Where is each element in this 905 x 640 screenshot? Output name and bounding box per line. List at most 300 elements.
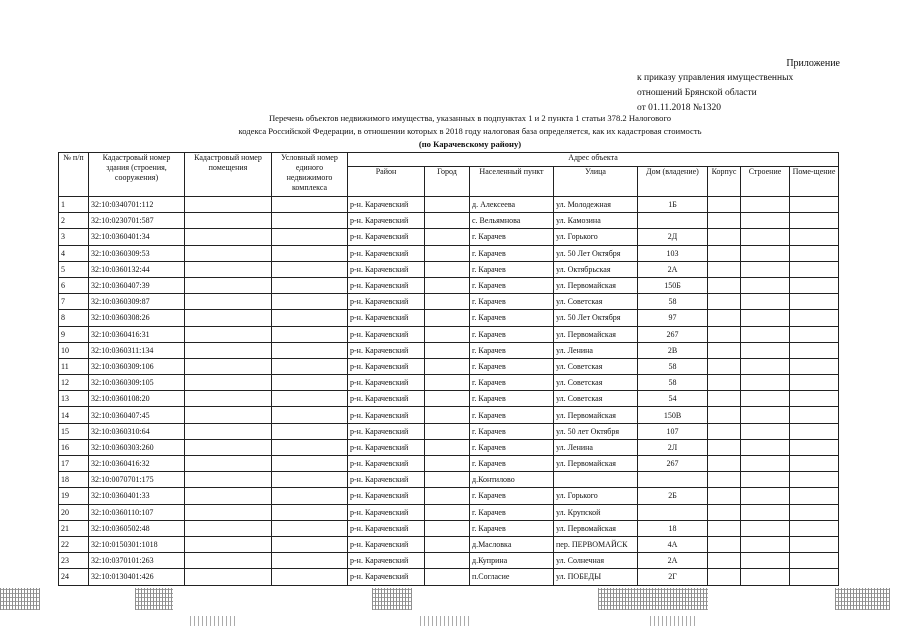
locality-cell: д.Куприна — [470, 553, 554, 569]
structure-cell — [741, 472, 790, 488]
scan-noise — [190, 616, 235, 626]
premises-cell — [790, 423, 839, 439]
table-row — [59, 504, 839, 520]
district-cell: р-н. Карачевский — [348, 197, 425, 213]
premises-cell — [790, 375, 839, 391]
city-cell — [425, 375, 470, 391]
structure-cell — [741, 456, 790, 472]
property-table — [58, 152, 839, 586]
structure-cell — [741, 375, 790, 391]
building-cell — [708, 229, 741, 245]
street-cell: ул. Первомайская — [554, 456, 638, 472]
house-cell: 2А — [638, 553, 708, 569]
house-cell: 97 — [638, 310, 708, 326]
complex-number-cell — [272, 229, 348, 245]
house-cell: 58 — [638, 375, 708, 391]
structure-cell — [741, 358, 790, 374]
premises-cell — [790, 342, 839, 358]
room-number-cell — [185, 423, 272, 439]
complex-number-cell — [272, 456, 348, 472]
district-cell: р-н. Карачевский — [348, 520, 425, 536]
house-cell — [638, 213, 708, 229]
street-cell: ул. Октябрьская — [554, 261, 638, 277]
district-cell: р-н. Карачевский — [348, 245, 425, 261]
cadastral-number-cell: 32:10:0360401:34 — [89, 229, 185, 245]
structure-cell — [741, 294, 790, 310]
city-cell — [425, 520, 470, 536]
house-cell: 103 — [638, 245, 708, 261]
row-number-cell: 5 — [59, 261, 89, 277]
row-number-cell: 24 — [59, 569, 89, 585]
house-cell: 58 — [638, 294, 708, 310]
row-number-cell: 20 — [59, 504, 89, 520]
structure-cell — [741, 310, 790, 326]
structure-cell — [741, 213, 790, 229]
cadastral-number-cell: 32:10:0360407:45 — [89, 407, 185, 423]
house-cell: 2Д — [638, 229, 708, 245]
room-number-cell — [185, 326, 272, 342]
row-number-cell: 13 — [59, 391, 89, 407]
table-row — [59, 456, 839, 472]
locality-cell: г. Карачев — [470, 358, 554, 374]
row-number-cell: 14 — [59, 407, 89, 423]
district-cell: р-н. Карачевский — [348, 439, 425, 455]
structure-cell — [741, 391, 790, 407]
district-cell: р-н. Карачевский — [348, 423, 425, 439]
building-cell — [708, 520, 741, 536]
locality-cell: г. Карачев — [470, 375, 554, 391]
structure-cell — [741, 229, 790, 245]
appendix-line-3: от 01.11.2018 №1320 — [637, 103, 721, 113]
building-cell — [708, 261, 741, 277]
header-cad-building: Кадастровый номер здания (строения, сооружения) — [89, 153, 185, 197]
city-cell — [425, 294, 470, 310]
district-cell: р-н. Карачевский — [348, 326, 425, 342]
building-cell — [708, 504, 741, 520]
building-cell — [708, 342, 741, 358]
building-cell — [708, 375, 741, 391]
city-cell — [425, 261, 470, 277]
house-cell: 2В — [638, 342, 708, 358]
structure-cell — [741, 536, 790, 552]
room-number-cell — [185, 261, 272, 277]
table-row — [59, 277, 839, 293]
street-cell: ул. Ленина — [554, 439, 638, 455]
table-row — [59, 294, 839, 310]
row-number-cell: 22 — [59, 536, 89, 552]
city-cell — [425, 472, 470, 488]
cadastral-number-cell: 32:10:0360132:44 — [89, 261, 185, 277]
building-cell — [708, 536, 741, 552]
cadastral-number-cell: 32:10:0360416:32 — [89, 456, 185, 472]
city-cell — [425, 342, 470, 358]
table-row — [59, 488, 839, 504]
building-cell — [708, 358, 741, 374]
premises-cell — [790, 391, 839, 407]
premises-cell — [790, 277, 839, 293]
structure-cell — [741, 197, 790, 213]
room-number-cell — [185, 213, 272, 229]
cadastral-number-cell: 32:10:0360108:20 — [89, 391, 185, 407]
row-number-cell: 7 — [59, 294, 89, 310]
table-row — [59, 520, 839, 536]
cadastral-number-cell: 32:10:0130401:426 — [89, 569, 185, 585]
street-cell: ул. Советская — [554, 391, 638, 407]
heading-line-1: Перечень объектов недвижимого имущества, указанных в подпунктах 1 и 2 пункта 1 статьи 378.2 Налогового — [268, 113, 672, 123]
scan-noise — [598, 588, 708, 610]
street-cell: ул. Солнечная — [554, 553, 638, 569]
city-cell — [425, 439, 470, 455]
building-cell — [708, 213, 741, 229]
premises-cell — [790, 294, 839, 310]
house-cell: 267 — [638, 456, 708, 472]
district-cell: р-н. Карачевский — [348, 407, 425, 423]
premises-cell — [790, 553, 839, 569]
district-cell: р-н. Карачевский — [348, 569, 425, 585]
district-cell: р-н. Карачевский — [348, 488, 425, 504]
street-cell: ул. Крупской — [554, 504, 638, 520]
cadastral-number-cell: 32:10:0360407:39 — [89, 277, 185, 293]
city-cell — [425, 326, 470, 342]
house-cell: 150В — [638, 407, 708, 423]
room-number-cell — [185, 310, 272, 326]
complex-number-cell — [272, 407, 348, 423]
structure-cell — [741, 326, 790, 342]
locality-cell: д.Масловка — [470, 536, 554, 552]
building-cell — [708, 488, 741, 504]
cadastral-number-cell: 32:10:0360308:26 — [89, 310, 185, 326]
room-number-cell — [185, 375, 272, 391]
row-number-cell: 12 — [59, 375, 89, 391]
city-cell — [425, 229, 470, 245]
room-number-cell — [185, 569, 272, 585]
complex-number-cell — [272, 213, 348, 229]
row-number-cell: 1 — [59, 197, 89, 213]
header-city: Город — [425, 167, 470, 197]
locality-cell: д. Алексеева — [470, 197, 554, 213]
cadastral-number-cell: 32:10:0360401:33 — [89, 488, 185, 504]
premises-cell — [790, 569, 839, 585]
street-cell: ул. Молодежная — [554, 197, 638, 213]
building-cell — [708, 456, 741, 472]
premises-cell — [790, 310, 839, 326]
locality-cell: г. Карачев — [470, 488, 554, 504]
complex-number-cell — [272, 423, 348, 439]
table-row — [59, 569, 839, 585]
locality-cell: г. Карачев — [470, 326, 554, 342]
house-cell — [638, 472, 708, 488]
premises-cell — [790, 358, 839, 374]
complex-number-cell — [272, 504, 348, 520]
building-cell — [708, 423, 741, 439]
street-cell: ул. Камозина — [554, 213, 638, 229]
complex-number-cell — [272, 536, 348, 552]
table-body — [59, 197, 839, 586]
complex-number-cell — [272, 569, 348, 585]
table-row — [59, 358, 839, 374]
house-cell: 150Б — [638, 277, 708, 293]
room-number-cell — [185, 197, 272, 213]
city-cell — [425, 407, 470, 423]
complex-number-cell — [272, 277, 348, 293]
house-cell: 18 — [638, 520, 708, 536]
room-number-cell — [185, 391, 272, 407]
header-num: № п/п — [59, 153, 89, 197]
header-premises: Поме-щение — [790, 167, 839, 197]
city-cell — [425, 504, 470, 520]
city-cell — [425, 197, 470, 213]
room-number-cell — [185, 245, 272, 261]
scan-noise — [835, 588, 890, 610]
district-cell: р-н. Карачевский — [348, 536, 425, 552]
street-cell: ул. Советская — [554, 375, 638, 391]
table-row — [59, 310, 839, 326]
room-number-cell — [185, 294, 272, 310]
street-cell: ул. Ленина — [554, 342, 638, 358]
house-cell: 267 — [638, 326, 708, 342]
district-cell: р-н. Карачевский — [348, 456, 425, 472]
table-row — [59, 423, 839, 439]
header-cad-room: Кадастровый номер помещения — [185, 153, 272, 197]
locality-cell: п.Согласие — [470, 569, 554, 585]
complex-number-cell — [272, 520, 348, 536]
premises-cell — [790, 456, 839, 472]
table-row — [59, 342, 839, 358]
table-row — [59, 553, 839, 569]
structure-cell — [741, 342, 790, 358]
locality-cell: г. Карачев — [470, 391, 554, 407]
header-structure: Строение — [741, 167, 790, 197]
complex-number-cell — [272, 391, 348, 407]
house-cell: 54 — [638, 391, 708, 407]
cadastral-number-cell: 32:10:0150301:1018 — [89, 536, 185, 552]
row-number-cell: 11 — [59, 358, 89, 374]
structure-cell — [741, 553, 790, 569]
district-cell: р-н. Карачевский — [348, 391, 425, 407]
city-cell — [425, 423, 470, 439]
premises-cell — [790, 504, 839, 520]
building-cell — [708, 197, 741, 213]
cadastral-number-cell: 32:10:0360309:106 — [89, 358, 185, 374]
cadastral-number-cell: 32:10:0360110:107 — [89, 504, 185, 520]
building-cell — [708, 439, 741, 455]
district-cell: р-н. Карачевский — [348, 310, 425, 326]
cadastral-number-cell: 32:10:0370101:263 — [89, 553, 185, 569]
complex-number-cell — [272, 472, 348, 488]
locality-cell: г. Карачев — [470, 245, 554, 261]
city-cell — [425, 456, 470, 472]
row-number-cell: 6 — [59, 277, 89, 293]
row-number-cell: 16 — [59, 439, 89, 455]
premises-cell — [790, 229, 839, 245]
street-cell: ул. 50 Лет Октября — [554, 245, 638, 261]
structure-cell — [741, 277, 790, 293]
header-address: Адрес объекта — [348, 153, 839, 167]
street-cell: ул. Первомайская — [554, 326, 638, 342]
table-row — [59, 439, 839, 455]
premises-cell — [790, 407, 839, 423]
complex-number-cell — [272, 553, 348, 569]
row-number-cell: 17 — [59, 456, 89, 472]
premises-cell — [790, 536, 839, 552]
street-cell — [554, 472, 638, 488]
header-district: Район — [348, 167, 425, 197]
row-number-cell: 15 — [59, 423, 89, 439]
table-row — [59, 326, 839, 342]
city-cell — [425, 553, 470, 569]
header-building: Корпус — [708, 167, 741, 197]
premises-cell — [790, 439, 839, 455]
locality-cell: г. Карачев — [470, 229, 554, 245]
appendix-title: Приложение — [786, 58, 840, 69]
structure-cell — [741, 439, 790, 455]
cadastral-number-cell: 32:10:0360309:53 — [89, 245, 185, 261]
street-cell: ул. 50 Лет Октября — [554, 310, 638, 326]
building-cell — [708, 245, 741, 261]
house-cell: 2Л — [638, 439, 708, 455]
table-row — [59, 213, 839, 229]
premises-cell — [790, 326, 839, 342]
complex-number-cell — [272, 261, 348, 277]
room-number-cell — [185, 342, 272, 358]
district-cell: р-н. Карачевский — [348, 553, 425, 569]
cadastral-number-cell: 32:10:0070701:175 — [89, 472, 185, 488]
cadastral-number-cell: 32:10:0360303:260 — [89, 439, 185, 455]
city-cell — [425, 310, 470, 326]
premises-cell — [790, 472, 839, 488]
heading-line-2: кодекса Российской Федерации, в отношении которых в 2018 году налоговая база определяется, как их кадастровая стоимость — [238, 126, 702, 136]
building-cell — [708, 391, 741, 407]
complex-number-cell — [272, 342, 348, 358]
complex-number-cell — [272, 375, 348, 391]
district-cell: р-н. Карачевский — [348, 229, 425, 245]
room-number-cell — [185, 536, 272, 552]
room-number-cell — [185, 439, 272, 455]
city-cell — [425, 277, 470, 293]
locality-cell: г. Карачев — [470, 277, 554, 293]
table-row — [59, 229, 839, 245]
building-cell — [708, 569, 741, 585]
scan-noise — [420, 616, 470, 626]
complex-number-cell — [272, 488, 348, 504]
table-row — [59, 261, 839, 277]
house-cell: 58 — [638, 358, 708, 374]
city-cell — [425, 569, 470, 585]
premises-cell — [790, 245, 839, 261]
locality-cell: г. Карачев — [470, 407, 554, 423]
row-number-cell: 19 — [59, 488, 89, 504]
cadastral-number-cell: 32:10:0360309:105 — [89, 375, 185, 391]
room-number-cell — [185, 407, 272, 423]
locality-cell: д.Контилово — [470, 472, 554, 488]
complex-number-cell — [272, 326, 348, 342]
document-heading — [150, 112, 790, 151]
street-cell: пер. ПЕРВОМАЙСК — [554, 536, 638, 552]
locality-cell: г. Карачев — [470, 439, 554, 455]
cadastral-number-cell: 32:10:0360309:87 — [89, 294, 185, 310]
city-cell — [425, 245, 470, 261]
locality-cell: г. Карачев — [470, 423, 554, 439]
table-row — [59, 197, 839, 213]
cadastral-number-cell: 32:10:0360310:64 — [89, 423, 185, 439]
street-cell: ул. Первомайская — [554, 407, 638, 423]
district-cell: р-н. Карачевский — [348, 277, 425, 293]
locality-cell: г. Карачев — [470, 261, 554, 277]
header-house: Дом (владение) — [638, 167, 708, 197]
street-cell: ул. ПОБЕДЫ — [554, 569, 638, 585]
street-cell: ул. Первомайская — [554, 277, 638, 293]
house-cell — [638, 504, 708, 520]
structure-cell — [741, 261, 790, 277]
row-number-cell: 23 — [59, 553, 89, 569]
table-row — [59, 536, 839, 552]
building-cell — [708, 310, 741, 326]
table-row — [59, 375, 839, 391]
street-cell: ул. Горького — [554, 229, 638, 245]
row-number-cell: 21 — [59, 520, 89, 536]
district-cell: р-н. Карачевский — [348, 504, 425, 520]
structure-cell — [741, 520, 790, 536]
structure-cell — [741, 569, 790, 585]
building-cell — [708, 407, 741, 423]
table-row — [59, 407, 839, 423]
row-number-cell: 9 — [59, 326, 89, 342]
house-cell: 2Г — [638, 569, 708, 585]
cadastral-number-cell: 32:10:0230701:587 — [89, 213, 185, 229]
building-cell — [708, 472, 741, 488]
complex-number-cell — [272, 310, 348, 326]
premises-cell — [790, 213, 839, 229]
table-row — [59, 245, 839, 261]
room-number-cell — [185, 358, 272, 374]
header-locality: Населенный пункт — [470, 167, 554, 197]
city-cell — [425, 213, 470, 229]
scan-noise — [0, 588, 40, 610]
room-number-cell — [185, 553, 272, 569]
cadastral-number-cell: 32:10:0360416:31 — [89, 326, 185, 342]
structure-cell — [741, 504, 790, 520]
building-cell — [708, 553, 741, 569]
complex-number-cell — [272, 245, 348, 261]
building-cell — [708, 277, 741, 293]
scan-noise — [650, 616, 695, 626]
complex-number-cell — [272, 358, 348, 374]
district-cell: р-н. Карачевский — [348, 294, 425, 310]
row-number-cell: 3 — [59, 229, 89, 245]
heading-district: (по Карачевскому району) — [418, 139, 522, 149]
premises-cell — [790, 197, 839, 213]
room-number-cell — [185, 277, 272, 293]
house-cell: 2А — [638, 261, 708, 277]
building-cell — [708, 326, 741, 342]
row-number-cell: 2 — [59, 213, 89, 229]
district-cell: р-н. Карачевский — [348, 358, 425, 374]
appendix-block — [600, 56, 840, 116]
row-number-cell: 4 — [59, 245, 89, 261]
street-cell: ул. 50 лет Октября — [554, 423, 638, 439]
complex-number-cell — [272, 294, 348, 310]
district-cell: р-н. Карачевский — [348, 342, 425, 358]
street-cell: ул. Советская — [554, 294, 638, 310]
district-cell: р-н. Карачевский — [348, 375, 425, 391]
room-number-cell — [185, 488, 272, 504]
locality-cell: с. Вельямнова — [470, 213, 554, 229]
house-cell: 2Б — [638, 488, 708, 504]
table-row — [59, 391, 839, 407]
premises-cell — [790, 488, 839, 504]
street-cell: ул. Первомайская — [554, 520, 638, 536]
cadastral-number-cell: 32:10:0360502:48 — [89, 520, 185, 536]
